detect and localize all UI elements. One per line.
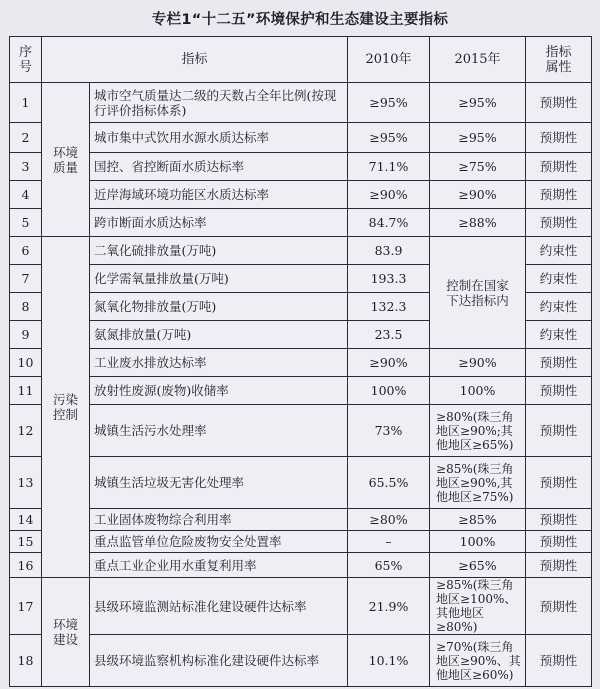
row-attr: 预期性 — [526, 405, 592, 457]
category-env-build: 环境建设 — [42, 578, 90, 687]
row-2015: ≥85% — [430, 509, 526, 531]
table-row — [10, 153, 592, 181]
row-no: 8 — [10, 293, 42, 321]
row-2010: – — [348, 531, 430, 553]
indicator-table — [9, 36, 592, 687]
table-row — [10, 509, 592, 531]
table-row — [10, 635, 592, 687]
row-attr: 预期性 — [526, 457, 592, 509]
row-2015: ≥90% — [430, 181, 526, 209]
row-indicator: 工业固体废物综合利用率 — [90, 509, 348, 531]
row-indicator: 放射性废源(废物)收储率 — [90, 377, 348, 405]
row-2010: ≥95% — [348, 83, 430, 123]
row-attr: 预期性 — [526, 153, 592, 181]
row-indicator: 城镇生活垃圾无害化处理率 — [90, 457, 348, 509]
row-2010: 132.3 — [348, 293, 430, 321]
row-2015: ≥95% — [430, 83, 526, 123]
table-row — [10, 123, 592, 153]
category-pollution: 污染控制 — [42, 237, 90, 578]
row-indicator: 县级环境监测站标准化建设硬件达标率 — [90, 578, 348, 635]
row-indicator: 氮氧化物排放量(万吨) — [90, 293, 348, 321]
row-2010: ≥90% — [348, 349, 430, 377]
row-2010: 193.3 — [348, 265, 430, 293]
header-2010: 2010年 — [348, 37, 430, 83]
row-2015: ≥70%(珠三角地区≥90%、其他地区≥60%) — [430, 635, 526, 687]
row-indicator: 工业废水排放达标率 — [90, 349, 348, 377]
row-2015: ≥80%(珠三角地区≥90%;其他地区≥65%) — [430, 405, 526, 457]
row-2015: ≥75% — [430, 153, 526, 181]
table-row — [10, 349, 592, 377]
row-no: 6 — [10, 237, 42, 265]
row-attr: 预期性 — [526, 209, 592, 237]
row-indicator: 跨市断面水质达标率 — [90, 209, 348, 237]
row-indicator: 重点监管单位危险废物安全处置率 — [90, 531, 348, 553]
row-indicator: 国控、省控断面水质达标率 — [90, 153, 348, 181]
row-no: 12 — [10, 405, 42, 457]
row-attr: 预期性 — [526, 123, 592, 153]
header-attr: 指标属性 — [526, 37, 592, 83]
row-attr: 预期性 — [526, 181, 592, 209]
row-2015: ≥88% — [430, 209, 526, 237]
row-no: 4 — [10, 181, 42, 209]
row-no: 9 — [10, 321, 42, 349]
row-no: 15 — [10, 531, 42, 553]
row-no: 17 — [10, 578, 42, 635]
row-attr: 预期性 — [526, 553, 592, 578]
row-no: 18 — [10, 635, 42, 687]
row-indicator: 氨氮排放量(万吨) — [90, 321, 348, 349]
row-2010: 71.1% — [348, 153, 430, 181]
row-no: 1 — [10, 83, 42, 123]
row-attr: 预期性 — [526, 635, 592, 687]
row-indicator: 化学需氧量排放量(万吨) — [90, 265, 348, 293]
row-indicator: 城市集中式饮用水源水质达标率 — [90, 123, 348, 153]
row-2010: 23.5 — [348, 321, 430, 349]
category-env-quality: 环境质量 — [42, 83, 90, 237]
row-2015: ≥95% — [430, 123, 526, 153]
header-seq: 序号 — [10, 37, 42, 83]
row-2010: ≥80% — [348, 509, 430, 531]
row-2010: 10.1% — [348, 635, 430, 687]
row-no: 14 — [10, 509, 42, 531]
row-attr: 约束性 — [526, 265, 592, 293]
row-indicator: 近岸海域环境功能区水质达标率 — [90, 181, 348, 209]
row-attr: 预期性 — [526, 349, 592, 377]
row-2010: ≥95% — [348, 123, 430, 153]
table-title: 专栏1“十二五”环境保护和生态建设主要指标 — [151, 12, 449, 28]
row-2015: 100% — [430, 531, 526, 553]
table-row — [10, 578, 592, 635]
row-2010: 73% — [348, 405, 430, 457]
table-row — [10, 553, 592, 578]
row-2010: 83.9 — [348, 237, 430, 265]
row-no: 7 — [10, 265, 42, 293]
table-row — [10, 209, 592, 237]
row-2015: ≥85%(珠三角地区≥90%,其他地区≥75%) — [430, 457, 526, 509]
row-2010: ≥90% — [348, 181, 430, 209]
row-2010: 65% — [348, 553, 430, 578]
table-row — [10, 181, 592, 209]
row-2015: ≥90% — [430, 349, 526, 377]
table-row — [10, 83, 592, 123]
row-no: 16 — [10, 553, 42, 578]
row-attr: 约束性 — [526, 237, 592, 265]
table-row — [10, 237, 592, 265]
row-no: 13 — [10, 457, 42, 509]
row-attr: 预期性 — [526, 377, 592, 405]
row-indicator: 二氧化硫排放量(万吨) — [90, 237, 348, 265]
row-no: 11 — [10, 377, 42, 405]
row-attr: 约束性 — [526, 293, 592, 321]
row-attr: 约束性 — [526, 321, 592, 349]
row-indicator: 城镇生活污水处理率 — [90, 405, 348, 457]
row-indicator: 县级环境监察机构标准化建设硬件达标率 — [90, 635, 348, 687]
row-2010: 65.5% — [348, 457, 430, 509]
row-attr: 预期性 — [526, 83, 592, 123]
table-row — [10, 377, 592, 405]
row-2015: 100% — [430, 377, 526, 405]
header-row — [10, 37, 592, 83]
row-2015: ≥85%(珠三角地区≥100%、其他地区≥80%) — [430, 578, 526, 635]
row-no: 3 — [10, 153, 42, 181]
header-2015: 2015年 — [430, 37, 526, 83]
table-row — [10, 457, 592, 509]
row-2015: ≥65% — [430, 553, 526, 578]
header-indicator: 指标 — [42, 37, 348, 83]
row-attr: 预期性 — [526, 531, 592, 553]
merged-2015-target: 控制在国家下达指标内 — [430, 237, 526, 349]
row-2010: 21.9% — [348, 578, 430, 635]
table-row — [10, 531, 592, 553]
row-attr: 预期性 — [526, 578, 592, 635]
row-no: 2 — [10, 123, 42, 153]
row-no: 5 — [10, 209, 42, 237]
row-indicator: 重点工业企业用水重复利用率 — [90, 553, 348, 578]
table-row — [10, 405, 592, 457]
row-indicator: 城市空气质量达二级的天数占全年比例(按现行评价指标体系) — [90, 83, 348, 123]
row-attr: 预期性 — [526, 509, 592, 531]
row-2010: 84.7% — [348, 209, 430, 237]
row-no: 10 — [10, 349, 42, 377]
row-2010: 100% — [348, 377, 430, 405]
